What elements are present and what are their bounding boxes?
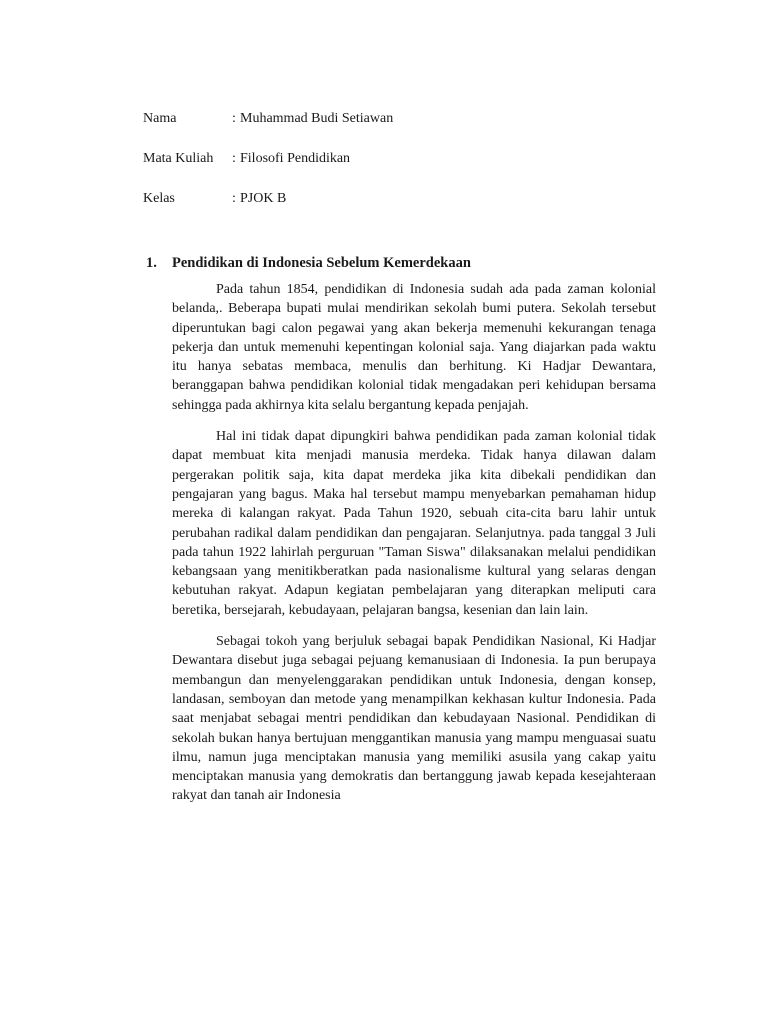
section-1 [146,254,656,818]
course-label: Mata Kuliah [143,151,214,166]
course-separator: : [232,151,236,166]
class-label: Kelas [143,191,175,206]
identity-row-course [143,150,643,167]
section-body [172,280,656,806]
student-identity [143,110,643,230]
section-heading [146,254,656,272]
class-separator: : [232,191,236,206]
paragraph-1: Pada tahun 1854, pendidikan di Indonesia sudah ada pada zaman kolonial belanda,. Beberapa bupati mulai mendirikan sekolah bumi putera. Sekolah tersebut diperuntukan bagi calon pegawai yang akan bekerja memenuhi kekurangan tenaga pekerja dan untuk memenuhi kepentingan kolonial saja. Yang diajarkan pada waktu itu hanya sebatas membaca, menulis dan berhitung. Ki Hadjar Dewantara, beranggapan bahwa pendidikan kolonial tidak mengadakan peri kehidupan bersama sehingga pada akhirnya kita selalu bergantung kepada penjajah. [172,282,656,413]
paragraph-3: Sebagai tokoh yang berjuluk sebagai bapak Pendidikan Nasional, Ki Hadjar Dewantara disebut juga sebagai pejuang kemanusiaan di Indonesia. Ia pun berupaya membangun dan menyelenggarakan pendidikan untuk Indonesia, dengan konsep, landasan, semboyan dan metode yang menampilkan kekhasan kultur Indonesia. Pada saat menjabat sebagai mentri pendidikan dan kebudayaan Nasional. Pendidikan di sekolah bukan hanya bertujuan menggantikan manusia yang mampu menguasai suatu ilmu, namun juga menciptakan manusia yang memiliki asusila yang cakap yaitu menciptakan manusia yang demokratis dan bertanggung jawab kepada kesejahteraan rakyat dan tanah air Indonesia [172,634,656,804]
course-value: Filosofi Pendidikan [240,151,351,166]
name-label: Nama [143,111,177,126]
name-value: Muhammad Budi Setiawan [240,111,394,126]
name-separator: : [232,111,236,126]
identity-row-name [143,110,643,127]
class-value: PJOK B [240,191,287,206]
identity-row-class [143,190,643,207]
section-number: 1. [146,255,157,271]
paragraph-2: Hal ini tidak dapat dipungkiri bahwa pendidikan pada zaman kolonial tidak dapat membuat kita menjadi manusia merdeka. Tidak hanya dilawan dalam pergerakan politik saja, kita dapat merdeka jika kita dibekali pendidikan dan pengajaran yang bagus. Maka hal tersebut mampu menyebarkan pemahaman hidup mereka di kalangan rakyat. Pada Tahun 1920, sebuah cita-cita baru lahir untuk perubahan radikal dalam pendidikan dan pengajaran. Selanjutnya. pada tanggal 3 Juli pada tahun 1922 lahirlah perguruan "Taman Siswa" dilaksanakan melalui pendidikan kebangsaan yang menitikberatkan pada nasionalisme kultural yang selaras dengan kebutuhan rakyat. Adapun kegiatan pembelajaran yang diterapkan meliputi cara beretika, bersejarah, kebudayaan, pelajaran bangsa, kesenian dan lain lain. [172,429,656,618]
section-title: Pendidikan di Indonesia Sebelum Kemerdekaan [172,255,471,271]
